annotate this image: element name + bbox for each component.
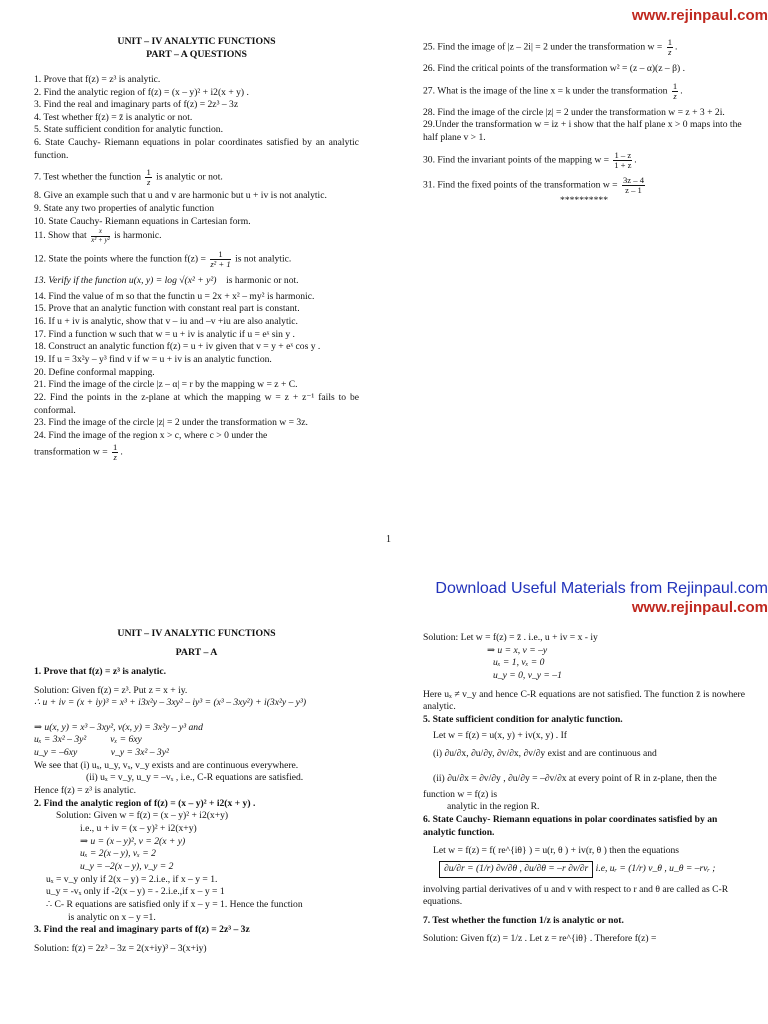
unit-title: UNIT – IV ANALYTIC FUNCTIONS xyxy=(117,628,276,639)
answer-2-line-5: uₓ = v_y only if 2(x – y) = 2.i.e., if x – y = 1. xyxy=(46,873,218,885)
answer-6-line-1: Let w = f(z) = f( re^{iθ} ) = u(r, θ ) + iv(r, θ ) then the equations xyxy=(433,845,680,857)
answer-3-heading: 3. Find the real and imaginary parts of f(z) = 2z³ – 3z xyxy=(34,924,250,936)
question-21: 21. Find the image of the circle |z – α| = r by the mapping w = z + C. xyxy=(34,379,298,391)
question-9: 9. State any two properties of analytic function xyxy=(34,203,215,215)
answer-5-line-3: analytic in the region R. xyxy=(447,801,540,813)
answer-3-solution: Solution: f(z) = 2z³ – 3z = 2(x+iy)³ – 3(x+iy) xyxy=(34,942,207,954)
question-29: 29.Under the transformation w = iz + i show that the half plane x > 0 maps into the half plane v > 1. xyxy=(423,119,742,144)
answer-4-line-2: uₓ = 1, vₓ = 0 xyxy=(493,657,545,669)
answer-6-equations xyxy=(423,861,745,878)
cr-polar-short: i.e, uᵣ = (1/r) v_θ , u_θ = –rvᵣ ; xyxy=(595,862,716,874)
question-30: 30. Find the invariant points of the mapping w = $\frac{1 - z}{1 + z}$ . xyxy=(423,149,637,170)
question-5: 5. State sufficient condition for analytic function. xyxy=(34,124,223,136)
page-number: 1 xyxy=(386,534,391,545)
answer-5-condition-1: (i) ∂u/∂x, ∂u/∂y, ∂v/∂x, ∂v/∂y exist and are continuous and xyxy=(433,748,657,760)
site-header-link[interactable]: www.rejinpaul.com xyxy=(631,599,768,616)
answer-1-uv: ⇒ u(x, y) = x³ – 3xy², v(x, y) = 3x²y – y³ and xyxy=(34,721,203,733)
question-6: 6. State Cauchy- Riemann equations in polar coordinates satisfied by an analytic function. xyxy=(34,137,359,161)
question-16: 16. If u + iv is analytic, show that v – iu and –v +iu are also analytic. xyxy=(34,316,298,328)
site-header-link[interactable]: www.rejinpaul.com xyxy=(631,7,768,24)
answer-4-line-1: ⇒ u = x, v = –y xyxy=(487,644,548,656)
question-23: 23. Find the image of the circle |z| = 2 under the transformation w = 3z. xyxy=(34,417,308,429)
question-2: 2. Find the analytic region of f(z) = (x – y)² + i2(x + y) . xyxy=(34,86,249,98)
answer-1-uy: u_y = –6xy v_y = 3x² – 3y² xyxy=(34,747,169,759)
part-title: PART – A QUESTIONS xyxy=(146,48,247,60)
question-15: 15. Prove that an analytic function with constant real part is constant. xyxy=(34,303,300,315)
answer-4-solution: Solution: Let w = f(z) = z̄ . i.e., u + iv = x - iy xyxy=(423,632,598,643)
answer-7-solution: Solution: Given f(z) = 1/z . Let z = re^{iθ} . Therefore f(z) = xyxy=(423,933,657,945)
answer-2-line-7: ∴ C- R equations are satisfied only if x – y = 1. Hence the function xyxy=(46,899,303,910)
question-25: 25. Find the image of |z – 2i| = 2 under the transformation w = $\frac{1}{z}$ . xyxy=(423,37,678,58)
question-12: 12. State the points where the function f(z) = $\frac{1}{\text{z² + 1}}$ is not analytic. xyxy=(34,249,292,270)
answer-6-line-2: involving partial derivatives of u and v with respect to r and θ are called as C-R equations. xyxy=(423,883,729,908)
answer-4-line-3: u_y = 0, v_y = –1 xyxy=(493,669,562,681)
answer-5-line-2: function w = f(z) is xyxy=(423,788,498,800)
unit-title: UNIT – IV ANALYTIC FUNCTIONS xyxy=(117,36,276,47)
answer-7-heading: 7. Test whether the function 1/z is analytic or not. xyxy=(423,914,624,926)
answer-2-line-3: uₓ = 2(x – y), vₓ = 2 xyxy=(80,848,156,860)
answer-1-conclusion: Hence f(z) = z³ is analytic. xyxy=(34,785,137,797)
question-1: 1. Prove that f(z) = z³ is analytic. xyxy=(34,73,161,85)
answer-2-solution: Solution: Given w = f(z) = (x – y)² + i2(x+y) xyxy=(56,810,229,822)
question-18: 18. Construct an analytic function f(z) = u + iv given that v = y + eˣ cos y . xyxy=(34,341,321,353)
answer-2-line-4: u_y = –2(x – y), v_y = 2 xyxy=(80,861,174,873)
question-13: 13. Verify if the function u(x, y) = log √(x² + y²) is harmonic or not. xyxy=(34,275,299,287)
end-separator: ********** xyxy=(560,194,608,206)
question-31: 31. Find the fixed points of the transformation w = $\frac{3z - 4}{z - 1}$ xyxy=(423,174,645,195)
right-column xyxy=(423,632,745,946)
answer-5-heading: 5. State sufficient condition for analytic function. xyxy=(423,713,623,725)
answer-1-heading: 1. Prove that f(z) = z³ is analytic. xyxy=(34,665,167,677)
answer-2-line-8: is analytic on x – y =1. xyxy=(68,911,156,923)
question-24: 24. Find the image of the region x > c, where c > 0 under the xyxy=(34,430,268,442)
question-8: 8. Give an example such that u and v are harmonic but u + iv is not analytic. xyxy=(34,190,327,202)
question-24-continued: transformation w = $\frac{1}{z}$ . xyxy=(34,441,123,462)
answer-1-solution: Solution: Given f(z) = z³. Put z = x + iy. xyxy=(34,684,188,696)
question-4: 4. Test whether f(z) = z̄ is analytic or not. xyxy=(34,111,193,123)
answer-5-condition-2: (ii) ∂u/∂x = ∂v/∂y , ∂u/∂y = –∂v/∂x at every point of R in z-plane, then the xyxy=(433,772,717,784)
answer-4-conclusion: Here uₓ ≠ v_y and hence C-R equations are not satisfied. The function z̄ is nowhere analytic. xyxy=(423,688,745,713)
question-11: 11. Show that $\frac{x}{\text{x² + y²}}$ is harmonic. xyxy=(34,227,162,244)
question-10: 10. State Cauchy- Riemann equations in Cartesian form. xyxy=(34,215,251,227)
answer-1-cr: (ii) uₓ = v_y, u_y = –vₓ , i.e., C-R equations are satisfied. xyxy=(86,772,304,784)
answer-5-line-1: Let w = f(z) = u(x, y) + iv(x, y) . If xyxy=(433,729,567,741)
answer-2-line-6: u_y = -vₓ only if -2(x – y) = - 2.i.e.,if x – y = 1 xyxy=(46,886,225,898)
question-28: 28. Find the image of the circle |z| = 2 under the transformation w = z + 3 + 2i. xyxy=(423,106,725,118)
left-column xyxy=(34,628,359,956)
page-2 xyxy=(0,576,768,1024)
answer-1-expansion: ∴ u + iv = (x + iy)³ = x³ + i3x²y – 3xy² – iy³ = (x³ – 3xy²) + i(3x²y – y³) xyxy=(34,697,307,709)
question-3: 3. Find the real and imaginary parts of f(z) = 2z³ – 3z xyxy=(34,99,239,111)
download-banner-link[interactable]: Download Useful Materials from Rejinpaul.com xyxy=(435,580,768,597)
question-19: 19. If u = 3x²y – y³ find v if w = u + iv is an analytic function. xyxy=(34,354,272,366)
page-gap xyxy=(0,556,768,576)
question-22: 22. Find the points in the z-plane at which the mapping w = z + z⁻¹ fails to be conformal. xyxy=(34,392,359,416)
left-column xyxy=(34,36,359,462)
right-column xyxy=(423,38,745,207)
answer-6-heading: 6. State Cauchy- Riemann equations in polar coordinates satisfied by an analytic function. xyxy=(423,813,718,838)
question-17: 17. Find a function w such that w = u + iv is analytic if u = eˣ sin y . xyxy=(34,328,295,340)
answer-2-line-2: ⇒ u = (x – y)², v = 2(x + y) xyxy=(80,835,186,847)
answer-2-line-1: i.e., u + iv = (x – y)² + i2(x+y) xyxy=(80,823,197,835)
question-7: 7. Test whether the function $\frac{1}{z}$ is analytic or not. xyxy=(34,167,223,188)
part-title: PART – A xyxy=(175,646,218,658)
question-14: 14. Find the value of m so that the functin u = 2x + x² – my² is harmonic. xyxy=(34,290,315,302)
answer-2-heading: 2. Find the analytic region of f(z) = (x – y)² + i2(x + y) . xyxy=(34,797,256,809)
answer-1-ux: uₓ = 3x² – 3y² vₓ = 6xy xyxy=(34,734,142,746)
cr-polar-box: ∂u/∂r = (1/r) ∂v/∂θ , ∂u/∂θ = –r ∂v/∂r xyxy=(439,861,593,878)
question-27: 27. What is the image of the line x = k under the transformation $\frac{1}{z}$ . xyxy=(423,80,683,101)
question-26: 26. Find the critical points of the transformation w² = (z – α)(z – β) . xyxy=(423,63,685,75)
answer-1-continuity: We see that (i) uₓ, u_y, vₓ, v_y exists and are continuous everywhere. xyxy=(34,759,299,771)
question-20: 20. Define conformal mapping. xyxy=(34,366,155,378)
